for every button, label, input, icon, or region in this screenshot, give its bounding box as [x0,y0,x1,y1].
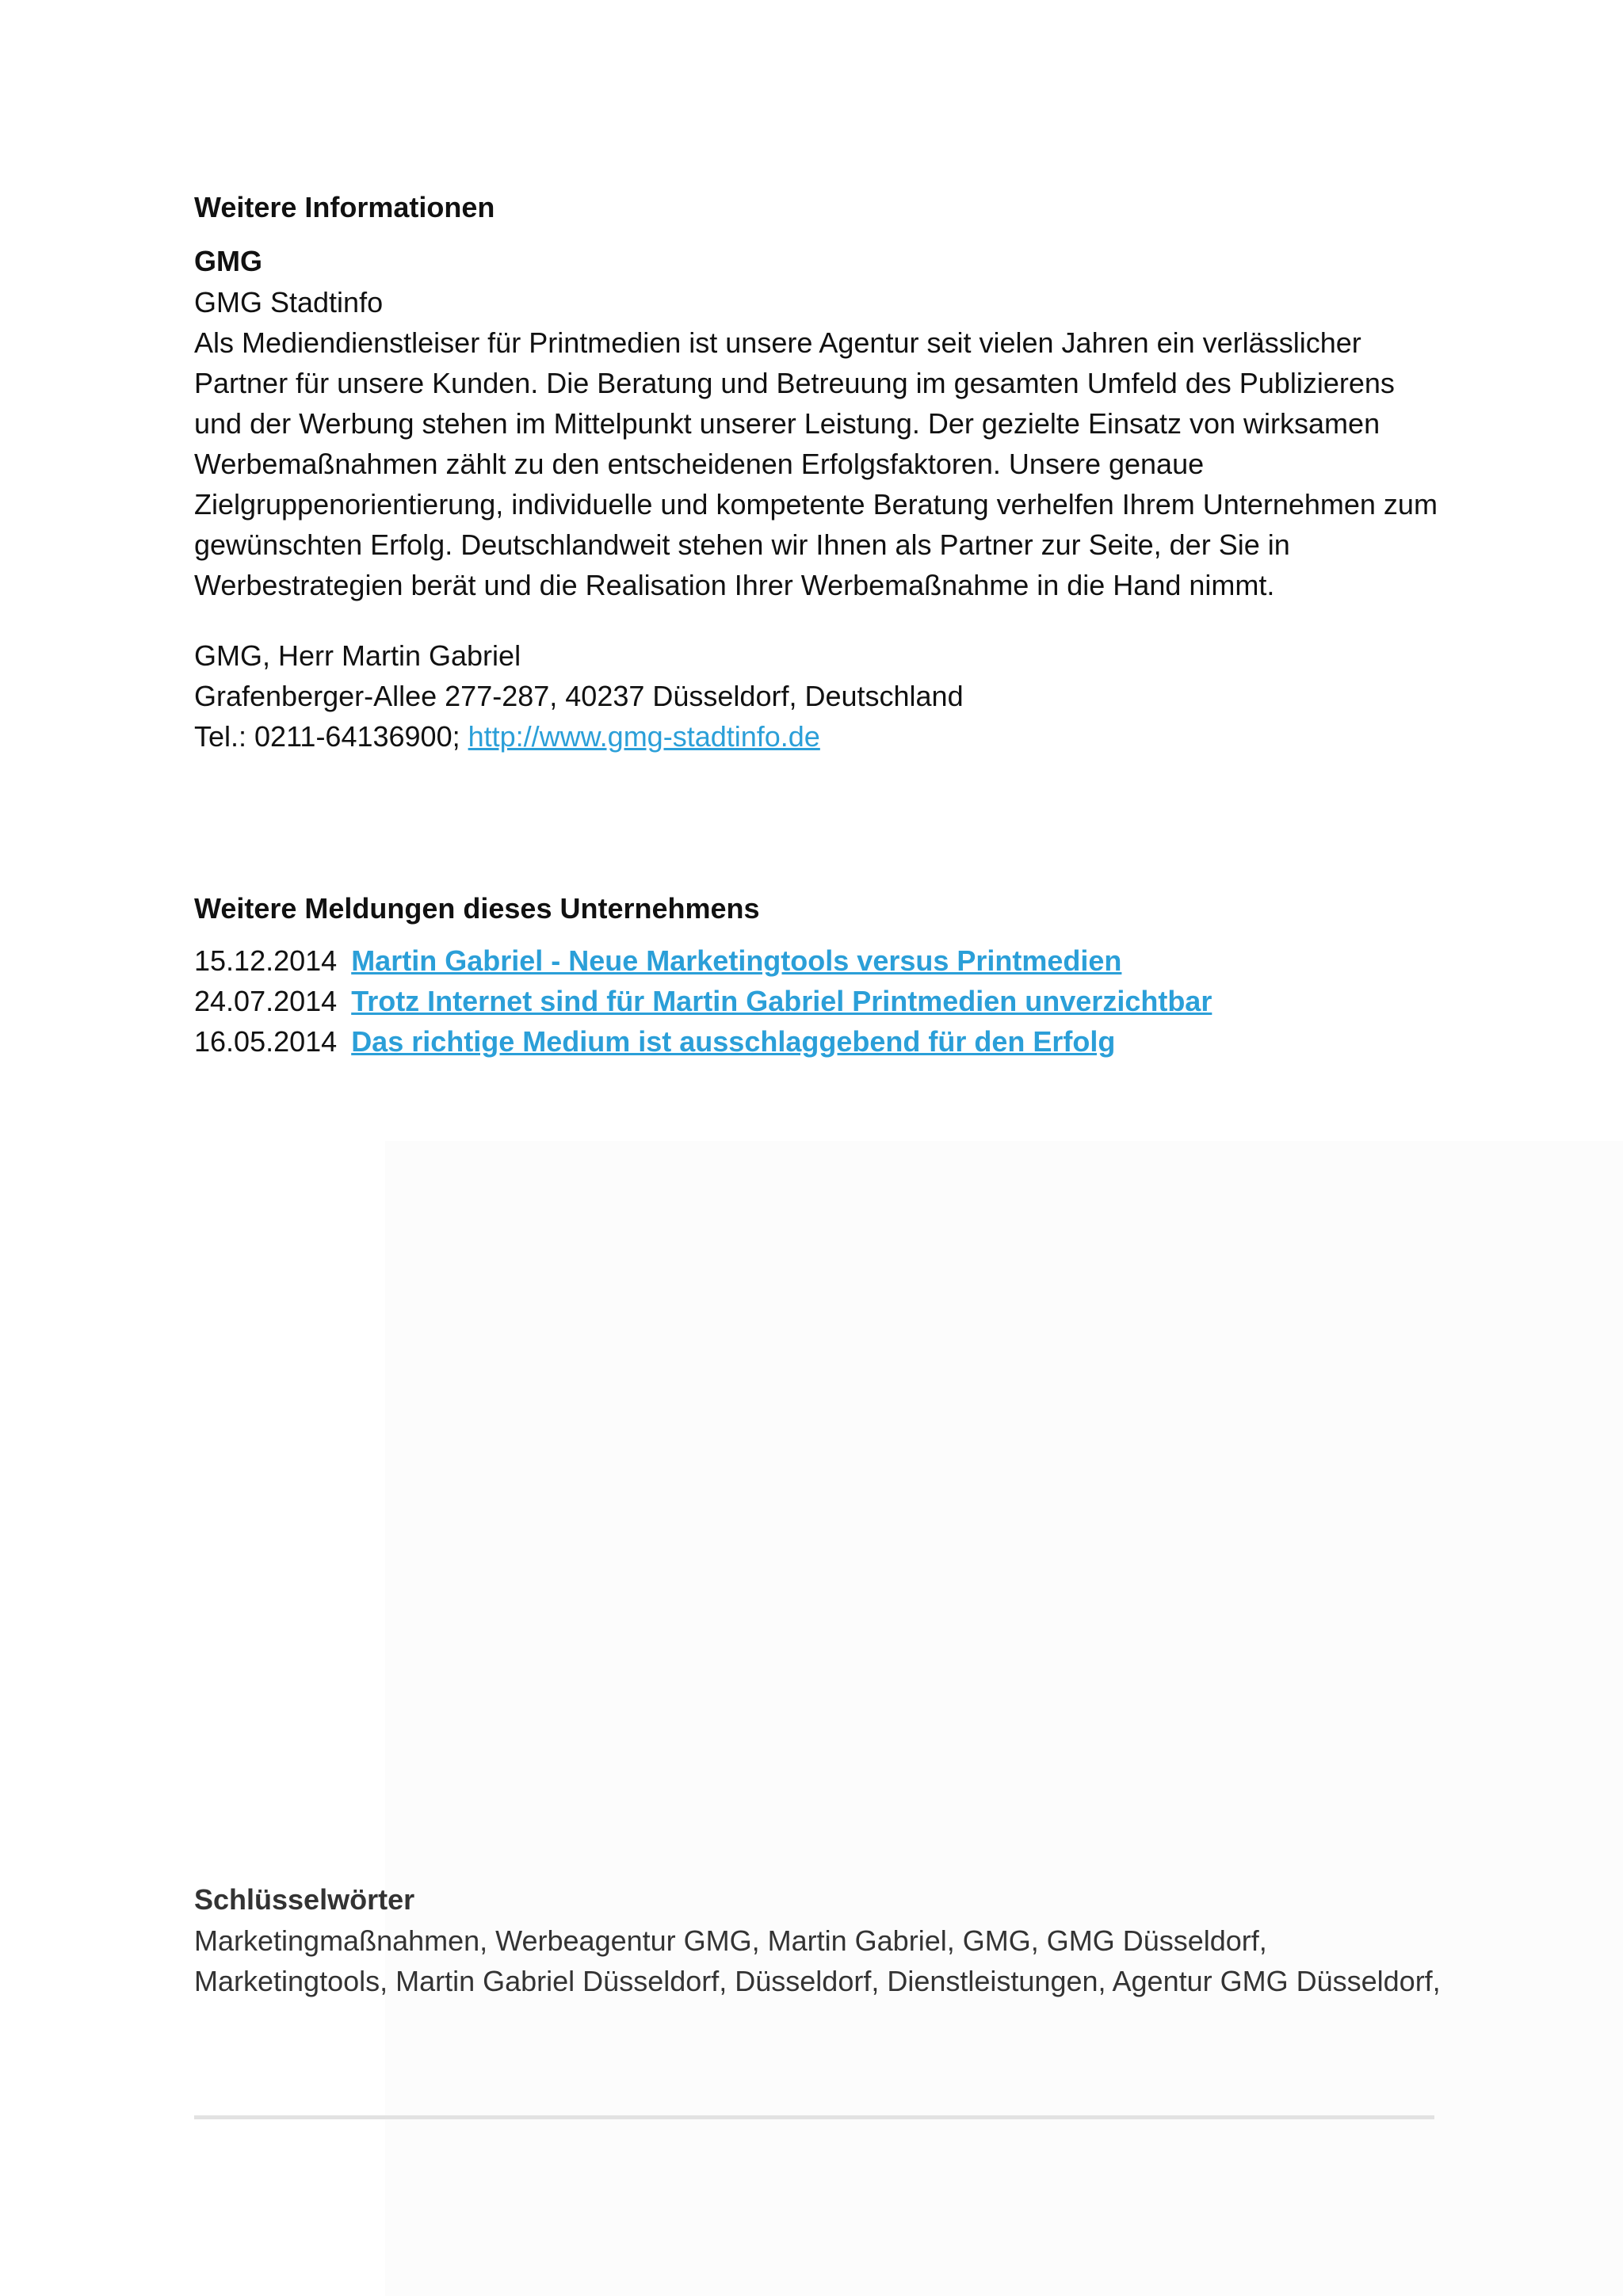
org-subtitle: GMG Stadtinfo [194,286,384,318]
divider [194,2115,1434,2119]
news-item [194,981,1446,1021]
contact-address: Grafenberger-Allee 277-287, 40237 Düsseldorf, Deutschland [194,680,964,712]
news-item [194,1021,1446,1062]
news-link[interactable]: Martin Gabriel - Neue Marketingtools versus Printmedien [351,944,1122,977]
info-section [194,187,1446,1062]
news-date: 24.07.2014 [194,985,338,1017]
contact-block [194,635,1446,757]
news-list [194,940,1446,1062]
org-name: GMG [194,245,262,277]
news-item [194,940,1446,981]
keywords-text: Marketingmaßnahmen, Werbeagentur GMG, Martin Gabriel, GMG, GMG Düsseldorf, Marketingtools, Martin Gabriel Düsseldorf, Düsseldorf, Dienstleistungen, Agentur GMG Düsseldorf, [194,1924,1441,1997]
keywords-heading: Schlüsselwörter [194,1883,415,1916]
keywords-section [194,1879,1446,2001]
contact-name: GMG, Herr Martin Gabriel [194,639,521,672]
news-link[interactable]: Das richtige Medium ist ausschlaggebend für den Erfolg [351,1025,1116,1058]
news-link[interactable]: Trotz Internet sind für Martin Gabriel Printmedien unverzichtbar [351,985,1212,1017]
website-link[interactable]: http://www.gmg-stadtinfo.de [468,720,820,753]
news-heading: Weitere Meldungen dieses Unternehmens [194,892,760,925]
org-description: Als Mediendienstleiser für Printmedien ist unsere Agentur seit vielen Jahren ein verlässlicher Partner für unsere Kunden. Die Beratung und Betreuung im gesamten Umfeld des Publizierens und der Werbung stehen im Mittelpunkt unserer Leistung. Der gezielte Einsatz von wirksamen Werbemaßnahmen zählt zu den entscheidenen Erfolgsfaktoren. Unsere genaue Zielgruppenorientierung, individuelle und kompetente Beratung verhelfen Ihrem Unternehmen zum gewünschten Erfolg. Deutschlandweit stehen wir Ihnen als Partner zur Seite, der Sie in Werbestrategien berät und die Realisation Ihrer Werbemaßnahme in die Hand nimmt. [194,326,1438,601]
news-date: 16.05.2014 [194,1025,338,1058]
news-date: 15.12.2014 [194,944,338,977]
contact-phone: Tel.: 0211-64136900; [194,720,468,753]
page-shade [385,1141,1623,2296]
contact-phone-line [194,716,1446,757]
info-heading: Weitere Informationen [194,191,495,223]
